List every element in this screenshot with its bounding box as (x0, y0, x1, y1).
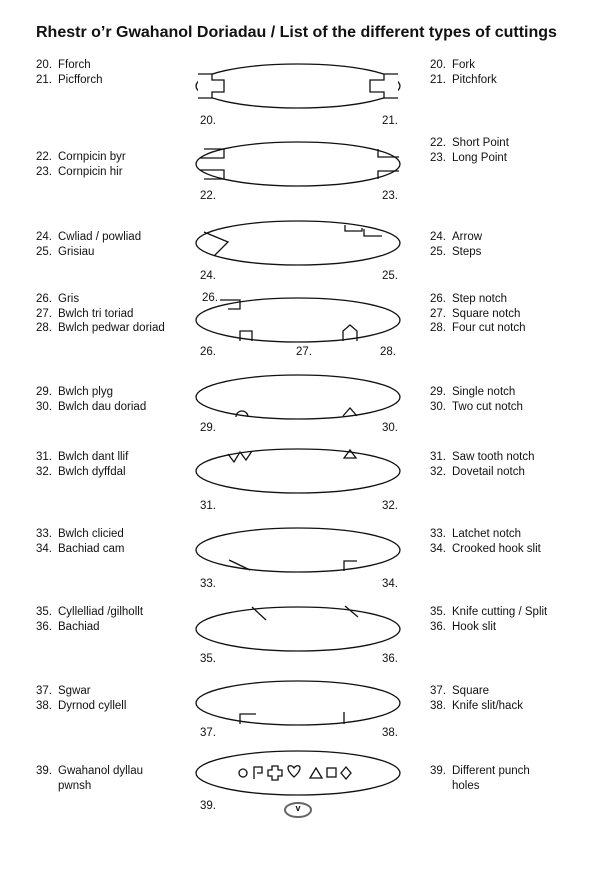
figure-label-22: 22. (200, 190, 216, 202)
diagram-short-long-point (196, 142, 400, 186)
figure-top-label-26: 26. (202, 292, 218, 304)
diagram-latchet-crookedhook (196, 528, 400, 572)
welsh-list-24-25: 24. Cwliad / powliad 25. Grisiau (36, 231, 142, 258)
figure-label-23: 23. (382, 190, 398, 202)
english-list-35-36: 35. Knife cutting / Split 36. Hook slit (430, 606, 548, 633)
figure-label-24: 24. (200, 270, 216, 282)
diagram-fork-pitchfork (196, 64, 400, 108)
figure-label-20: 20. (200, 115, 216, 127)
figure-label-34: 34. (382, 578, 398, 590)
welsh-list-37-38: 37. Sgwar 38. Dyrnod cyllell (36, 685, 127, 712)
page-title: Rhestr o’r Gwahanol Doriadau / List of the different types of cuttings (36, 24, 557, 41)
figure-label-26: 26. (200, 346, 216, 358)
figure-label-25: 25. (382, 270, 398, 282)
figure-label-28: 28. (380, 346, 396, 358)
figure-label-31: 31. (200, 500, 216, 512)
figure-label-32: 32. (382, 500, 398, 512)
diagram-square-knifeslit (196, 681, 400, 725)
diagram-single-two-cut (196, 375, 400, 419)
english-list-26-28: 26. Step notch 27. Square notch 28. Four cut notch (430, 293, 526, 334)
figure-label-30: 30. (382, 422, 398, 434)
welsh-list-22-23: 22. Cornpicin byr 23. Cornpicin hir (36, 151, 126, 178)
welsh-list-33-34: 33. Bwlch clicied 34. Bachiad cam (36, 528, 125, 555)
english-list-39: 39. Different punch holes (430, 765, 530, 792)
figure-label-35: 35. (200, 653, 216, 665)
figure-label-38: 38. (382, 727, 398, 739)
figure-label-39: 39. (200, 800, 216, 812)
english-list-29-30: 29. Single notch 30. Two cut notch (430, 386, 523, 413)
figure-label-27: 27. (296, 346, 312, 358)
diagram-sawtooth-dovetail (196, 449, 400, 493)
welsh-list-29-30: 29. Bwlch plyg 30. Bwlch dau doriad (36, 386, 147, 413)
welsh-list-31-32: 31. Bwlch dant llif 32. Bwlch dyffdal (36, 451, 129, 478)
english-list-37-38: 37. Square 38. Knife slit/hack (430, 685, 523, 712)
diagram-arrow-steps (196, 221, 400, 265)
bottom-mark-letter: v (295, 803, 301, 813)
figure-label-37: 37. (200, 727, 216, 739)
welsh-list-26-28: 26. Gris 27. Bwlch tri toriad 28. Bwlch pedwar doriad (36, 293, 165, 334)
welsh-list-20-21: 20. Fforch 21. Picfforch (36, 59, 103, 86)
figure-label-36: 36. (382, 653, 398, 665)
diagram-punch-holes (196, 751, 400, 795)
english-list-31-32: 31. Saw tooth notch 32. Dovetail notch (430, 451, 535, 478)
diagram-step-square-fourcut (196, 298, 400, 342)
english-list-24-25: 24. Arrow 25. Steps (430, 231, 483, 258)
english-list-33-34: 33. Latchet notch 34. Crooked hook slit (430, 528, 541, 555)
diagram-knife-hookslit (196, 606, 400, 651)
figure-label-21: 21. (382, 115, 398, 127)
english-list-22-23: 22. Short Point 23. Long Point (430, 137, 509, 164)
figure-label-29: 29. (200, 422, 216, 434)
welsh-list-35-36: 35. Cyllelliad /gilhollt 36. Bachiad (36, 606, 144, 633)
figure-label-33: 33. (200, 578, 216, 590)
english-list-20-21: 20. Fork 21. Pitchfork (430, 59, 497, 86)
welsh-list-39: 39. Gwahanol dyllau pwnsh (36, 765, 144, 792)
